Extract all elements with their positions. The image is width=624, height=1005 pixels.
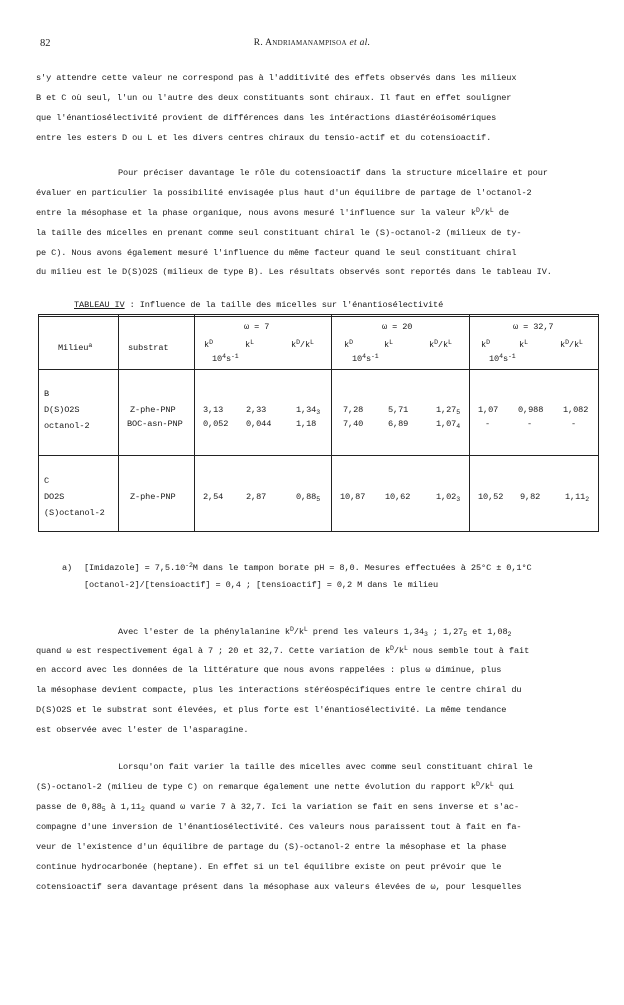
para2-line-2: évaluer en particulier la possibilité envisagée plus haut d'un équilibre de partage de l'octanol-2 — [36, 188, 532, 198]
para2-line-1: Pour préciser davantage le rôle du cotensioactif dans la structure micellaire et pour — [118, 168, 548, 178]
rowB-substrate-2: BOC-asn-PNP — [127, 419, 183, 429]
footnote-marker: a) — [62, 563, 73, 573]
kL-header-3: $k^L$ — [519, 339, 528, 350]
table-cell: - — [485, 419, 491, 429]
rowC-label-2: DO2S — [44, 492, 65, 502]
para2-line-5: pe C). Nous avons également mesuré l'influence du même facteur quand le seul constituant chiral — [36, 248, 517, 258]
rowB-label-2: D(S)O2S — [44, 405, 80, 415]
omega-header-2: ω = 20 — [382, 322, 413, 332]
table-caption: TABLEAU IV : Influence de la taille des micelles sur l'énantiosélectivité — [74, 300, 444, 310]
table-cell: 3,13 — [203, 405, 224, 415]
para1-line-3: que l'énantiosélectivité provient de différences dans les intéractions diastéréoisomériques — [36, 113, 497, 123]
kL-header-1: $k^L$ — [245, 339, 254, 350]
omega-header-3: ω = 32,7 — [513, 322, 554, 332]
table-cell: $1,07_4$ — [436, 419, 461, 430]
running-title — [0, 38, 624, 48]
table-col-divider-3 — [331, 314, 332, 532]
table-cell: 2,54 — [203, 492, 224, 502]
para2-line-4: la taille des micelles en prenant comme seul constituant chiral le (S)-octanol-2 (milieux de ty- — [36, 228, 522, 238]
table-col-divider-4 — [469, 314, 470, 532]
table-header-rule — [38, 369, 599, 370]
para3-line-1: Avec l'ester de la phénylalanine $k^D/k^L$ prend les valeurs $1,34_3$ ; $1,27_5$ et $1,08_2$ — [118, 626, 512, 638]
omega-header-1: ω = 7 — [244, 322, 270, 332]
table-cell: $0,88_5$ — [296, 492, 321, 503]
table-cell: 0,052 — [203, 419, 229, 429]
unit-header-3: $10^4s^{-1}$ — [489, 353, 516, 364]
table-right-border — [598, 314, 599, 532]
table-bottom-rule — [38, 531, 599, 532]
rowB-label-1: B — [44, 389, 50, 399]
para1-line-4: entre les esters D ou L et les divers centres chiraux du tensio-actif et du cotensioactif. — [36, 133, 492, 143]
table-cell: 5,71 — [388, 405, 409, 415]
table-top-rule — [38, 314, 599, 315]
table-left-border — [38, 314, 39, 532]
rowB-substrate-1: Z-phe-PNP — [130, 405, 176, 415]
col-header-milieu: Milieu$^a$ — [58, 342, 93, 353]
kD-header-2: $k^D$ — [344, 339, 353, 350]
table-caption-text: Influence de la taille des micelles sur l'énantiosélectivité — [139, 300, 444, 310]
table-cell: 0,044 — [246, 419, 272, 429]
table-cell: 7,40 — [343, 419, 364, 429]
para3-line-3: en accord avec les données de la littérature que nous avons rappelées : plus ω diminue, plus — [36, 665, 502, 675]
table-col-divider-2 — [194, 314, 195, 532]
table-cell: 1,18 — [296, 419, 317, 429]
col-header-substrat: substrat — [128, 343, 169, 353]
table-cell: 10,87 — [340, 492, 366, 502]
para1-line-1: s'y attendre cette valeur ne correspond pas à l'additivité des effets observés dans les milieux — [36, 73, 517, 83]
table-cell: $1,11_2$ — [565, 492, 590, 503]
para4-line-2: (S)-octanol-2 (milieu de type C) on remarque également une nette évolution du rapport $k^D/k^L$ qui — [36, 781, 514, 792]
kD-header-1: $k^D$ — [204, 339, 213, 350]
running-title-authors: R. Andriamanampisoa — [253, 38, 347, 48]
para2-line-6: du milieu est le D(S)O2S (milieux de type B). Les résultats observés sont reportés dans le tableau IV. — [36, 267, 552, 277]
footnote-line-2: [octanol-2]/[tensioactif] = 0,4 ; [tensioactif] = 0,2 M dans le milieu — [84, 580, 438, 590]
table-caption-label: TABLEAU IV — [74, 300, 125, 310]
para3-line-2: quand ω est respectivement égal à 7 ; 20 et 32,7. Cette variation de $k^D/k^L$ nous semble tout à fait — [36, 645, 530, 656]
para4-line-5: veur de l'existence d'un équilibre de partage du (S)-octanol-2 entre la mésophase et la phase — [36, 842, 507, 852]
table-cell: 9,82 — [520, 492, 541, 502]
table-cell: $1,02_3$ — [436, 492, 461, 503]
table-cell: 0,988 — [518, 405, 544, 415]
para3-line-5: D(S)O2S et le substrat sont élevées, et plus forte est l'énantiosélectivité. La même tendance — [36, 705, 507, 715]
para2-line-3: entre la mésophase et la phase organique, nous avons mesuré l'influence sur la valeur $k^D/k^L$ de — [36, 207, 509, 218]
table-col-divider-1 — [118, 314, 119, 532]
kL-header-2: $k^L$ — [384, 339, 393, 350]
table-cell: 6,89 — [388, 419, 409, 429]
para4-line-1: Lorsqu'on fait varier la taille des micelles avec comme seul constituant chiral le — [118, 762, 533, 772]
table-cell: 2,87 — [246, 492, 267, 502]
unit-header-1: $10^4s^{-1}$ — [212, 353, 239, 364]
table-cell: 1,082 — [563, 405, 589, 415]
table-cell: $1,34_3$ — [296, 405, 321, 416]
table-top-rule-2 — [38, 316, 599, 317]
table-cell: 10,52 — [478, 492, 504, 502]
para4-line-4: compagne d'une inversion de l'énantiosélectivité. Ces valeurs nous paraissent tout à fait en fa- — [36, 822, 522, 832]
table-cell: $1,27_5$ — [436, 405, 461, 416]
unit-header-2: $10^4s^{-1}$ — [352, 353, 379, 364]
table-cell: - — [571, 419, 577, 429]
footnote-line-1: [Imidazole] = $7,5.10^{-2}M$ dans le tampon borate pH = 8,0. Mesures effectuées à 25°C ± 0,1°C — [84, 562, 532, 573]
ratio-header-3: $k^D/k^L$ — [560, 339, 583, 350]
page-number: 82 — [40, 38, 51, 49]
table-cell: 10,62 — [385, 492, 411, 502]
ratio-header-2: $k^D/k^L$ — [429, 339, 452, 350]
kD-header-3: $k^D$ — [481, 339, 490, 350]
rowC-label-1: C — [44, 476, 50, 486]
para3-line-6: est observée avec l'ester de l'asparagine. — [36, 725, 249, 735]
para4-line-3: passe de $0,88_5$ à $1,11_2$ quand ω varie 7 à 32,7. Ici la variation se fait en sens inverse et s'ac- — [36, 802, 520, 813]
rowC-label-3: (S)octanol-2 — [44, 508, 105, 518]
para3-line-4: la mésophase devient compacte, plus les interactions stéréospécifiques entre le centre chiral du — [36, 685, 522, 695]
para4-line-6: continue hydrocarbonée (heptane). En effet si un tel équilibre existe on peut prévoir que le — [36, 862, 502, 872]
rowB-label-3: octanol-2 — [44, 421, 90, 431]
ratio-header-1: $k^D/k^L$ — [291, 339, 314, 350]
table-cell: 7,28 — [343, 405, 364, 415]
para4-line-7: cotensioactif sera davantage présent dans la mésophase aux valeurs élevées de ω, pour lesquelles — [36, 882, 522, 892]
para1-line-2: B et C où seul, l'un ou l'autre des deux constituants sont chiraux. Il faut en effet souligner — [36, 93, 512, 103]
rowC-substrate-1: Z-phe-PNP — [130, 492, 176, 502]
table-cell: 1,07 — [478, 405, 499, 415]
running-title-etal: et al. — [346, 38, 371, 48]
table-mid-rule — [38, 455, 599, 456]
table-cell: - — [527, 419, 533, 429]
table-cell: 2,33 — [246, 405, 267, 415]
